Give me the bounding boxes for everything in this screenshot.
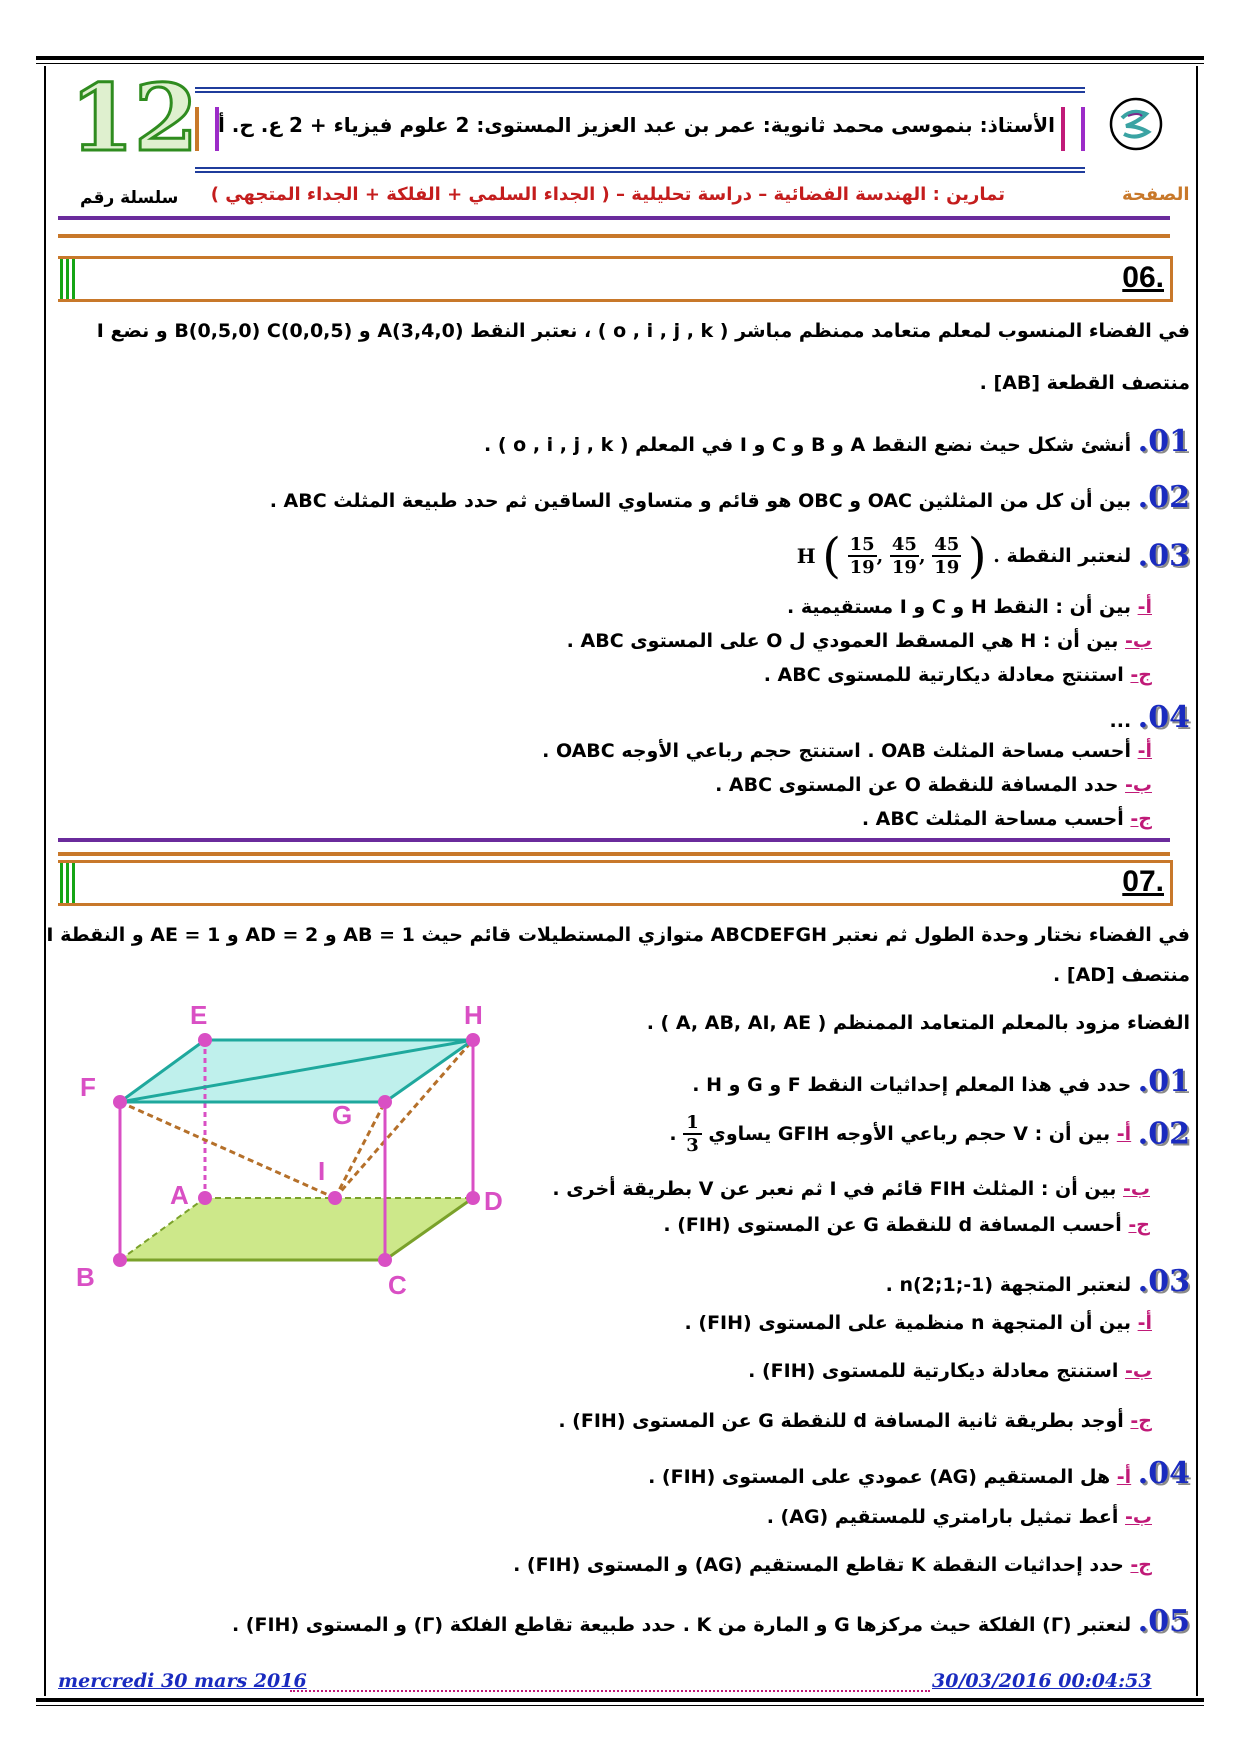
ex06-q03c-text: استنتج معادلة ديكارتية للمستوى ABC . [763,664,1124,686]
ex06-q02-number: 02. [1137,480,1190,515]
h-frac-1-num: 15 [849,534,875,555]
exercise-06-number: 06. [1122,261,1164,294]
ex07-q03c-text: أوجد بطريقة ثانية المسافة d للنقطة G عن المستوى (FIH) . [558,1410,1124,1432]
h-frac-2-den: 19 [891,557,917,578]
ex07-q03-number: 03. [1137,1264,1190,1299]
ex07-intro-1: في الفضاء نختار وحدة الطول ثم نعتبر ABCDEFGH متوازي المستطيلات قائم حيث AB = 1 و AD = 2 و AE = 1 و النقطة I [46,924,1190,946]
ex07-q01-number: 01. [1137,1064,1190,1099]
ex07-q04-number: 04. [1137,1456,1190,1491]
bottom-rule-thin [36,1705,1204,1706]
paren-open: ( [822,528,841,584]
vertex-C [378,1253,392,1267]
ex07-q02: 02. أ- بين أن : V حجم رباعي الأوجه GFIH يساوي $\frac{1}{3}$ . [669,1112,1190,1156]
fraction-one-third [683,1112,702,1156]
green-bar-2 [66,863,69,903]
ex06-q04c [862,808,1152,830]
title-box [195,87,1085,173]
h-label: H [796,544,816,568]
ex06-intro-2: منتصف القطعة [AB] . [979,372,1190,394]
label-I: I [318,1156,326,1186]
ex07-q04b-text: أعط تمثيل بارامتري للمستقيم (AG) . [766,1506,1119,1528]
logo-icon [1108,96,1164,152]
ex06-q04a-letter: أ- [1137,740,1152,762]
ex07-q05-text: لنعتبر (Γ) الفلكة حيث مركزها G و المارة من K . حدد طبيعة تقاطع الفلكة (Γ) و المستوى (FIH) . [231,1614,1132,1636]
ex06-q03-number: 03. [1137,538,1190,574]
ex07-intro-2: منتصف [AD] . [1053,964,1190,986]
series-number: 12 [70,64,199,172]
ex07-q03a-letter: أ- [1137,1312,1152,1334]
footer-date-left: mercredi 30 mars 2016 [58,1670,307,1692]
ex07-q05 [232,1604,1190,1639]
ex06-q04-dots: ... [1109,710,1132,732]
ex07-q04a-letter: أ- [1116,1466,1132,1488]
ex06-q03-text: لنعتبر النقطة [1006,545,1132,567]
ex07-q04a-text: هل المستقيم (AG) عمودي على المستوى (FIH) . [648,1466,1111,1488]
ex06-q03b [567,630,1152,652]
page-label: الصفحة [1122,184,1190,205]
ex07-q02c-letter: ج- [1128,1214,1150,1236]
label-B: B [76,1262,95,1292]
ex07-q02c [663,1214,1150,1236]
ex07-q01 [692,1064,1190,1099]
ex06-q04c-letter: ج- [1130,808,1152,830]
ex07-q04b-letter: ب- [1125,1506,1152,1528]
label-F: F [80,1072,96,1102]
ex06-q03b-letter: ب- [1125,630,1152,652]
ex07-q02a-text: بين أن : V حجم رباعي الأوجه GFIH يساوي [708,1123,1111,1145]
ex07-q04 [648,1456,1190,1491]
footer-dotted-line [290,1690,930,1692]
label-G: G [332,1100,353,1130]
separator-top [58,216,1170,238]
ex07-q03b-letter: ب- [1125,1360,1152,1382]
ex07-q03 [886,1264,1190,1299]
ex07-q05-number: 05. [1137,1604,1190,1639]
ex06-intro-1: في الفضاء المنسوب لمعلم متعامد ممنظم مباشر ( o , i , j , k ) ، نعتبر النقط A(3,4,0) و B(0,5,0) C(0,0,5) و نضع I [96,320,1190,342]
vertex-H [466,1033,480,1047]
vertex-D [466,1191,480,1205]
exercise-07-number: 07. [1122,865,1164,898]
ex06-q01-text: أنشئ شكل حيث نضع النقط A و B و C و I في المعلم ( o , i , j , k ) . [484,434,1132,456]
top-rule-thin [36,63,1204,64]
ex07-q02b-letter: ب- [1123,1178,1150,1200]
vertex-E [198,1033,212,1047]
ex06-q04b [715,774,1152,796]
footer-date-right: 30/03/2016 00:04:53 [932,1670,1152,1692]
frac-den: 3 [686,1135,699,1156]
ex06-q03a-text: بين أن : النقط H و C و I مستقيمية . [786,596,1131,618]
ex07-q02-number: 02. [1137,1116,1190,1152]
ex06-q03 [796,528,1190,584]
paren-close: ) [967,528,987,584]
ex07-q03c [558,1410,1152,1432]
label-C: C [388,1270,407,1300]
vertex-F [113,1095,127,1109]
ex07-q04c [513,1554,1152,1576]
h-frac-1-den: 19 [849,557,875,578]
frac-num: 1 [683,1112,702,1135]
bottom-rule [36,1698,1204,1702]
separator-middle [58,838,1170,856]
h-frac-2-num: 45 [891,534,917,555]
ex06-q04a [542,740,1152,762]
vertex-G [378,1095,392,1109]
h-frac-3 [932,534,961,578]
vertex-B [113,1253,127,1267]
ex07-q03a-text: بين أن المتجهة n منظمية على المستوى (FIH) . [684,1312,1131,1334]
h-frac-2 [890,534,919,578]
ex06-q04b-text: حدد المسافة للنقطة O عن المستوى ABC . [715,774,1119,796]
ex07-q02b-text: بين أن : المثلث FIH قائم في I ثم نعبر عن V بطريقة أخرى . [552,1178,1117,1200]
figure-svg [70,990,540,1310]
vertex-A [198,1191,212,1205]
green-bar-1 [60,863,63,903]
ex06-q03c-letter: ج- [1130,664,1152,686]
ex06-q04-number: 04. [1137,700,1190,735]
ex06-q04 [1110,700,1190,735]
ex07-intro-3: الفضاء مزود بالمعلم المتعامد الممنظم ( A, AB, AI, AE ) . [646,1012,1190,1034]
ex06-q03a-letter: أ- [1137,596,1152,618]
h-frac-3-den: 19 [934,557,960,578]
ex07-q02b [552,1178,1150,1200]
ex07-q04c-letter: ج- [1130,1554,1152,1576]
green-bar-2 [66,259,69,299]
ex06-q03a [787,596,1152,618]
ex07-q03c-letter: ج- [1130,1410,1152,1432]
h-frac-1 [848,534,877,578]
ex07-q04c-text: حدد إحداثيات النقطة K تقاطع المستقيم (AG) و المستوى (FIH) . [513,1554,1124,1576]
parallelepiped-figure [70,990,540,1310]
teacher-line: الأستاذ: بنموسى محمد ثانوية: عمر بن عبد العزيز المستوى: 2 علوم فيزياء + 2 ع. ح. أ [217,113,1055,137]
label-D: D [484,1186,503,1216]
ex07-q03b-text: استنتج معادلة ديكارتية للمستوى (FIH) . [748,1360,1119,1382]
ex07-q04b [767,1506,1152,1528]
ex06-q02-text: بين أن كل من المثلثين OAC و OBC هو قائم و متساوي الساقين ثم حدد طبيعة المثلث ABC . [269,490,1132,512]
ex06-q02 [270,480,1190,515]
top-rule [36,56,1204,60]
right-border [1196,66,1198,1696]
exercise-06-header [58,256,1173,302]
ex07-q03a [685,1312,1152,1334]
label-E: E [190,1000,208,1030]
ex06-q04c-text: أحسب مساحة المثلث ABC . [861,808,1124,830]
exercise-07-header [58,860,1173,906]
green-bar-1 [60,259,63,299]
topic-line: تمارين : الهندسة الفضائية – دراسة تحليلية – ( الجداء السلمي + الفلكة + الجداء المتجهي ) [210,184,1005,205]
ex06-q04a-text: أحسب مساحة المثلث OAB . استنتج حجم رباعي الأوجه OABC . [542,740,1131,762]
ex06-q01 [484,424,1190,459]
title-box-bar-left [195,107,219,151]
ex07-q03b [748,1360,1152,1382]
left-border [44,66,46,1696]
ex06-q04b-letter: ب- [1125,774,1152,796]
h-frac-3-num: 45 [934,534,960,555]
ex07-q03-text: لنعتبر المتجهة n(2;1;-1) . [885,1274,1132,1296]
vertex-I [328,1191,342,1205]
label-H: H [464,1000,483,1030]
ex07-q02c-text: أحسب المسافة d للنقطة G عن المستوى (FIH) . [663,1214,1122,1236]
ex06-q03b-text: بين أن : H هي المسقط العمودي ل O على المستوى ABC . [566,630,1119,652]
ex06-q03c [764,664,1152,686]
green-bar-3 [72,259,75,299]
label-A: A [170,1180,189,1210]
series-label: سلسلة رقم [80,188,179,208]
ex06-q01-number: 01. [1137,424,1190,459]
green-bar-3 [72,863,75,903]
title-box-bar-right [1061,107,1085,151]
ex07-q02a-letter: أ- [1116,1123,1132,1145]
h-point: H ( $\frac{15}{19}$ , $\frac{45}{19}$ , $\frac{45}{19}$ ) . [796,528,1000,584]
ex07-q01-text: حدد في هذا المعلم إحداثيات النقط F و G و H . [692,1074,1132,1096]
